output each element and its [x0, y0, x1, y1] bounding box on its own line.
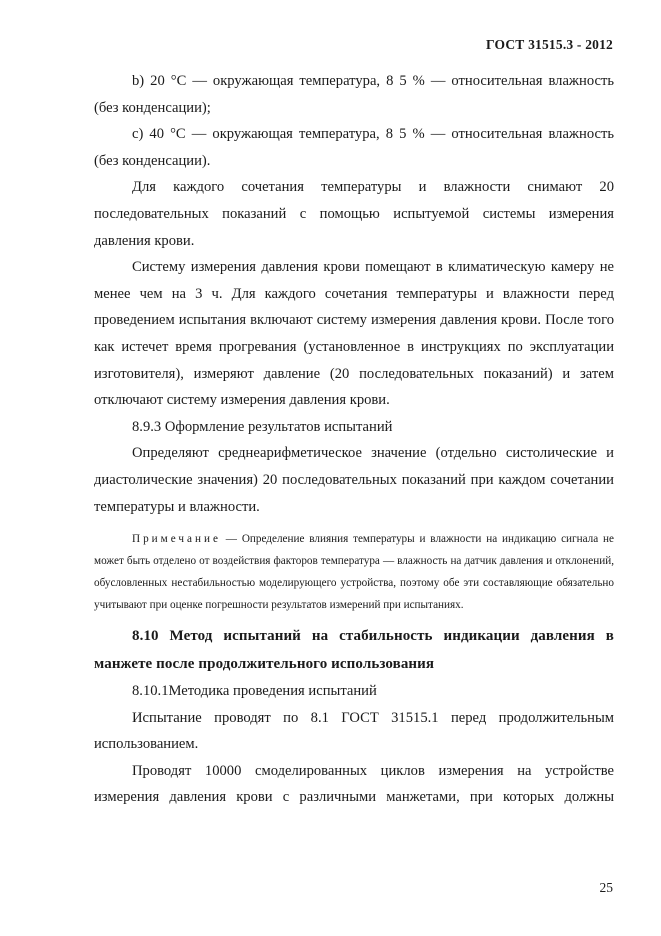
subsection-title-8-9-3: 8.9.3 Оформление результатов испытаний [132, 418, 393, 435]
paragraph-condition-c: с) 40 °С — окружающая температура, 8 5 % — относительная влажность (без конденсации). [94, 126, 614, 169]
section-heading-8-10: 8.10 Метод испытаний на стабильность индикации давления в манжете после продолжительного использования [94, 628, 614, 673]
paragraph-readings: Для каждого сочетания температуры и влажности снимают 20 последовательных показаний с помощью испытуемой системы измерения давления крови. [94, 179, 614, 249]
paragraph-results: Определяют среднеарифметическое значение (отдельно систолические и диастолические значения) 20 последовательных показаний при каждом сочетании температуры и влажности. [94, 445, 614, 515]
subsection-title-8-10-1: 8.10.1Методика проведения испытаний [132, 683, 377, 700]
document-body [94, 68, 614, 811]
note-label: Примечание [132, 533, 221, 546]
document-header: ГОСТ 31515.3 - 2012 [486, 37, 613, 52]
note-text: — Определение влияния температуры и влажности на индикацию сигнала не может быть отделено от воздействия факторов температура — влажность на датчик давления и отклонений, обусловленных нестабильностью моделирующего устройства, поэтому обе эти составляющие обязательно учитывают при оценке погрешности результатов измерений при испытаниях. [94, 533, 614, 612]
page-number: 25 [599, 880, 613, 895]
paragraph-test-procedure: Испытание проводят по 8.1 ГОСТ 31515.1 перед продолжительным использованием. [94, 709, 614, 753]
note-block [94, 528, 614, 616]
paragraph-condition-b: b) 20 °С — окружающая температура, 8 5 % — относительная влажность (без конденсации); [94, 73, 614, 116]
paragraph-cycles: Проводят 10000 смоделированных циклов измерения на устройстве измерения давления крови с различными манжетами, при которых должны [94, 762, 614, 806]
paragraph-climate-chamber: Систему измерения давления крови помещают в климатическую камеру не менее чем на 3 ч. Для каждого сочетания температуры и влажности перед проведением испытания включают систему измерения давления крови. После того как истечет время прогревания (установленное в инструкциях по эксплуатации изготовителя), измеряют давление (20 последовательных показаний) и затем отключают систему измерения давления крови. [94, 259, 614, 409]
